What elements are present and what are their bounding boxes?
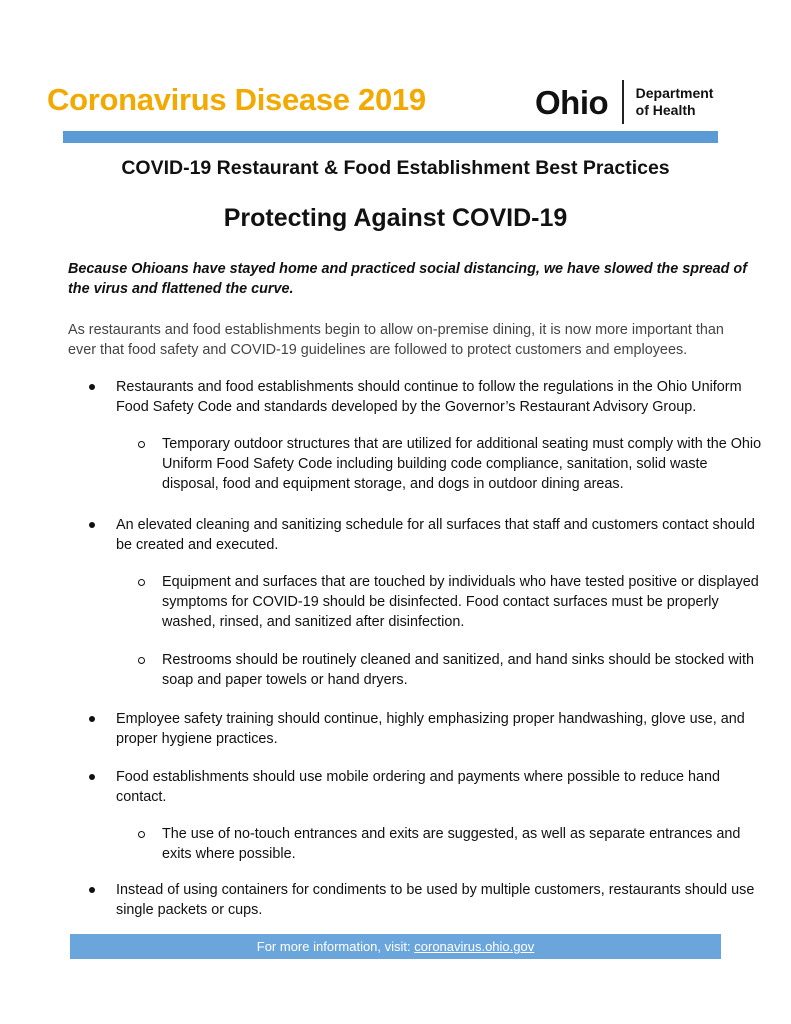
bullet-dot: [89, 522, 95, 528]
bullet-text: Employee safety training should continue, highly emphasizing proper handwashing, glove use, and proper hygiene practices.: [116, 711, 745, 747]
sub-bullet-text: Equipment and surfaces that are touched by individuals who have tested positive or displayed symptoms for COVID-19 should be disinfected. Food contact surfaces must be properly washed, rinsed, and sanitized after disinfection.: [162, 574, 759, 630]
sub-bullet-item: [162, 650, 762, 690]
intro-emphasis: Because Ohioans have stayed home and practiced social distancing, we have slowed the spread of the virus and flattened the curve.: [68, 261, 747, 297]
bullet-item: [116, 880, 756, 920]
sub-bullet-item: [162, 572, 762, 632]
sub-bullet-text: Temporary outdoor structures that are utilized for additional seating must comply with the Ohio Uniform Food Safety Code including building code compliance, sanitation, solid waste disposal, food and equipment storage, and dogs in outdoor dining areas.: [162, 436, 762, 492]
sub-bullet-circle: [138, 579, 145, 586]
footer-text: For more information, visit:: [256, 939, 415, 954]
header-divider-bar: [63, 131, 718, 143]
bullet-text: Food establishments should use mobile ordering and payments where possible to reduce hand contact.: [116, 769, 720, 805]
bullet-text: An elevated cleaning and sanitizing schedule for all surfaces that staff and customers contact should be created and executed.: [116, 517, 755, 553]
bullet-dot: [89, 774, 95, 780]
logo-dept-line2: of Health: [635, 102, 696, 118]
ohio-department-of-health-logo: [535, 78, 713, 126]
bullet-item: [116, 767, 756, 807]
footer-bar: [70, 934, 721, 959]
bullet-item: [116, 377, 756, 417]
document-title: Protecting Against COVID-19: [223, 204, 568, 232]
intro-paragraph: As restaurants and food establishments begin to allow on-premise dining, it is now more important than ever that food safety and COVID-19 guidelines are followed to protect customers and employees.: [68, 322, 724, 358]
bullet-item: [116, 515, 756, 555]
logo-divider: [622, 80, 624, 124]
bullet-dot: [89, 887, 95, 893]
sub-bullet-circle: [138, 657, 145, 664]
header-title: Coronavirus Disease 2019: [47, 82, 426, 117]
document-subtitle: COVID-19 Restaurant & Food Establishment Best Practices: [121, 157, 670, 179]
sub-bullet-item: [162, 824, 762, 864]
logo-dept-line1: Department: [635, 85, 714, 101]
bullet-item: [116, 709, 756, 749]
bullet-text: Instead of using containers for condiments to be used by multiple customers, restaurants should use single packets or cups.: [116, 882, 755, 918]
sub-bullet-circle: [138, 831, 145, 838]
bullet-text: Restaurants and food establishments should continue to follow the regulations in the Ohio Uniform Food Safety Code and standards developed by the Governor’s Restaurant Advisory Group.: [116, 379, 742, 415]
bullet-dot: [89, 384, 95, 390]
sub-bullet-text: Restrooms should be routinely cleaned and sanitized, and hand sinks should be stocked with soap and paper towels or hand dryers.: [162, 652, 754, 688]
sub-bullet-text: The use of no-touch entrances and exits are suggested, as well as separate entrances and exits where possible.: [162, 826, 741, 862]
footer-link[interactable]: coronavirus.ohio.gov: [414, 939, 535, 954]
sub-bullet-item: [162, 434, 762, 494]
logo-wordmark: Ohio: [535, 83, 609, 121]
sub-bullet-circle: [138, 441, 145, 448]
logo-department-name: [636, 85, 714, 119]
bullet-dot: [89, 716, 95, 722]
